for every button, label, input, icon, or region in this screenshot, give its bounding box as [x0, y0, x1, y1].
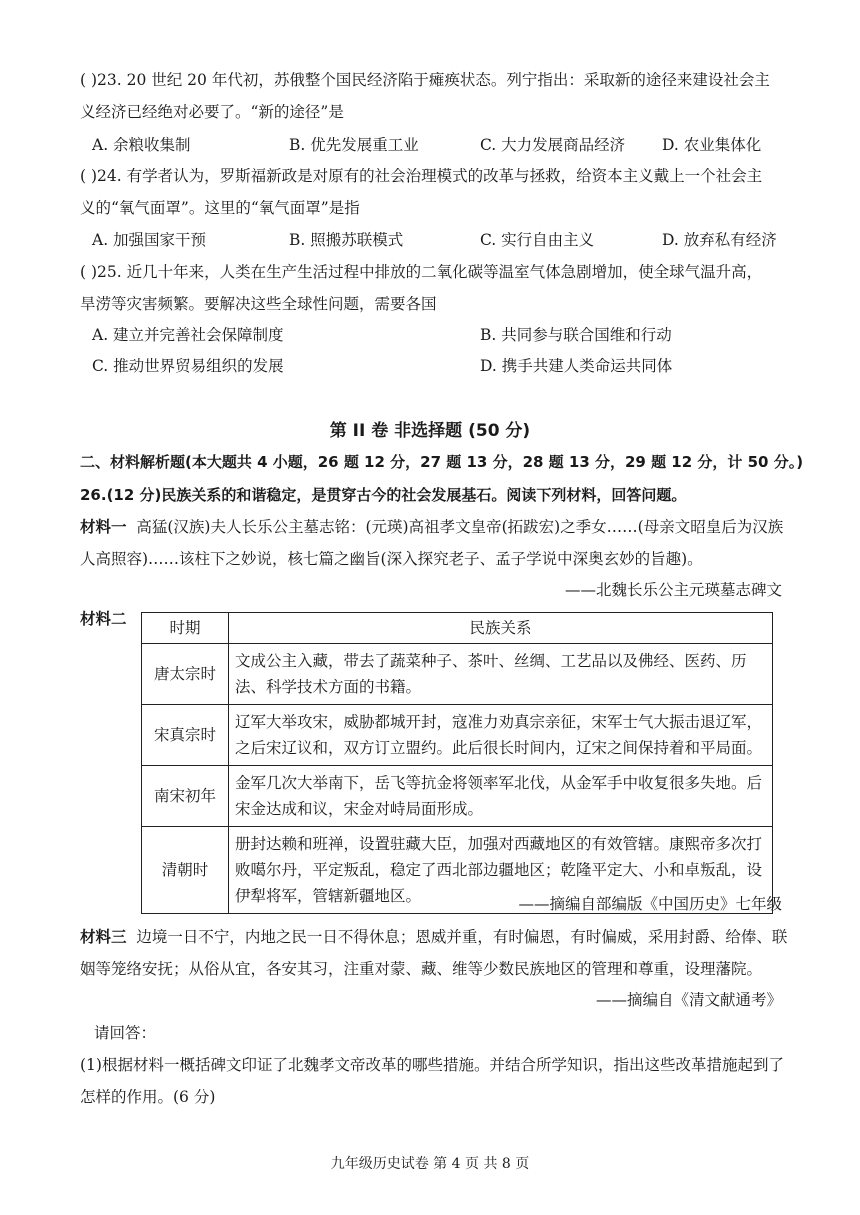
- q23-option-a: A. 余粮收集制: [92, 136, 191, 154]
- table-header-row: [142, 613, 773, 644]
- material3-line2: 姻等笼络安抚；从俗从宜，各安其习，注重对蒙、藏、维等少数民族地区的管理和尊重，设理藩院。: [80, 960, 763, 978]
- material2-label: 材料二: [80, 610, 127, 628]
- q24-option-c: C. 实行自由主义: [480, 231, 595, 249]
- header-period: 时期: [142, 613, 229, 644]
- q23-option-c: C. 大力发展商品经济: [480, 136, 626, 154]
- answer-q1-line2: 怎样的作用。(6 分): [80, 1088, 216, 1106]
- q23-stem-line2: 义经济已经绝对必要了。“新的途径”是: [80, 103, 344, 121]
- answer-prompt: 请回答：: [94, 1024, 157, 1042]
- row-text: 文成公主入藏，带去了蔬菜种子、茶叶、丝绸、工艺品以及佛经、医药、历法、科学技术方面的书籍。: [229, 644, 773, 705]
- table-row: [142, 705, 773, 766]
- table-row: [142, 644, 773, 705]
- header-relation: 民族关系: [229, 613, 773, 644]
- q25-option-a: A. 建立并完善社会保障制度: [92, 326, 284, 344]
- q23-option-b: B. 优先发展重工业: [289, 136, 419, 154]
- row-period: 宋真宗时: [142, 705, 229, 766]
- q25-stem-line1: ( )25. 近几十年来，人类在生产生活过程中排放的二氧化碳等温室气体急剧增加，使全球气温升高，: [80, 263, 763, 281]
- material3-label: 材料三: [80, 928, 127, 946]
- row-text: 册封达赖和班禅，设置驻藏大臣，加强对西藏地区的有效管辖。康熙帝多次打败噶尔丹，平定叛乱，稳定了西北部边疆地区；乾隆平定大、小和卓叛乱，设伊犁将军，管辖新疆地区。: [229, 827, 773, 914]
- material1-source: ——北魏长乐公主元瑛墓志碑文: [564, 581, 782, 599]
- q24-stem-line1: ( )24. 有学者认为，罗斯福新政是对原有的社会治理模式的改革与拯救，给资本主义戴上一个社会主: [80, 167, 763, 185]
- q25-option-b: B. 共同参与联合国维和行动: [480, 326, 672, 344]
- material3-source: ——摘编自《清文献通考》: [595, 991, 782, 1009]
- material3-text1: 边境一日不宁，内地之民一日不得休息；恩威并重，有时偏恩，有时偏威，采用封爵、给俸、联: [136, 928, 788, 946]
- q26-stem: 26.(12 分)民族关系的和谐稳定，是贯穿古今的社会发展基石。阅读下列材料，回答问题。: [80, 486, 687, 504]
- q25-stem-line2: 旱涝等灾害频繁。要解决这些全球性问题，需要各国: [80, 295, 437, 313]
- table-row: [142, 766, 773, 827]
- q25-option-d: D. 携手共建人类命运共同体: [480, 357, 673, 375]
- section-heading: 二、材料解析题(本大题共 4 小题，26 题 12 分，27 题 13 分，28 题 13 分，29 题 12 分，计 50 分。): [80, 453, 804, 471]
- page-footer: 九年级历史试卷 第 4 页 共 8 页: [330, 1156, 530, 1172]
- q24-option-d: D. 放弃私有经济: [662, 231, 777, 249]
- q24-stem-line2: 义的“氧气面罩”。这里的“氧气面罩”是指: [80, 199, 360, 217]
- q24-option-b: B. 照搬苏联模式: [289, 231, 404, 249]
- q23-stem-line1: ( )23. 20 世纪 20 年代初，苏俄整个国民经济陷于瘫痪状态。列宁指出：采取新的途径来建设社会主: [80, 71, 770, 89]
- material2-source: ——摘编自部编版《中国历史》七年级: [518, 895, 782, 913]
- material2-table: [141, 612, 773, 914]
- row-period: 南宋初年: [142, 766, 229, 827]
- section-title: 第 II 卷 非选择题 (50 分): [329, 421, 531, 441]
- material1-text1: 高猛(汉族)夫人长乐公主墓志铭：(元瑛)高祖孝文皇帝(拓跋宏)之季女……(母亲文昭皇后为汉族: [136, 518, 784, 536]
- q24-option-a: A. 加强国家干预: [92, 231, 207, 249]
- material1-line2: 人高照容)……该柱下之妙说，核七篇之幽旨(深入探究老子、孟子学说中深奥玄妙的旨趣)。: [80, 550, 703, 568]
- row-period: 清朝时: [142, 827, 229, 914]
- row-period: 唐太宗时: [142, 644, 229, 705]
- q25-option-c: C. 推动世界贸易组织的发展: [92, 357, 284, 375]
- material1-line1: [80, 515, 783, 537]
- row-text: 金军几次大举南下，岳飞等抗金将领率军北伐，从金军手中收复很多失地。后宋金达成和议，宋金对峙局面形成。: [229, 766, 773, 827]
- q23-option-d: D. 农业集体化: [662, 136, 762, 154]
- row-text: 辽军大举攻宋，威胁都城开封，寇准力劝真宗亲征，宋军士气大振击退辽军，之后宋辽议和，双方订立盟约。此后很长时间内，辽宋之间保持着和平局面。: [229, 705, 773, 766]
- material3-line1: [80, 925, 787, 947]
- material1-label: 材料一: [80, 518, 127, 536]
- answer-q1-line1: (1)根据材料一概括碑文印证了北魏孝文帝改革的哪些措施。并结合所学知识，指出这些改革措施起到了: [80, 1056, 784, 1074]
